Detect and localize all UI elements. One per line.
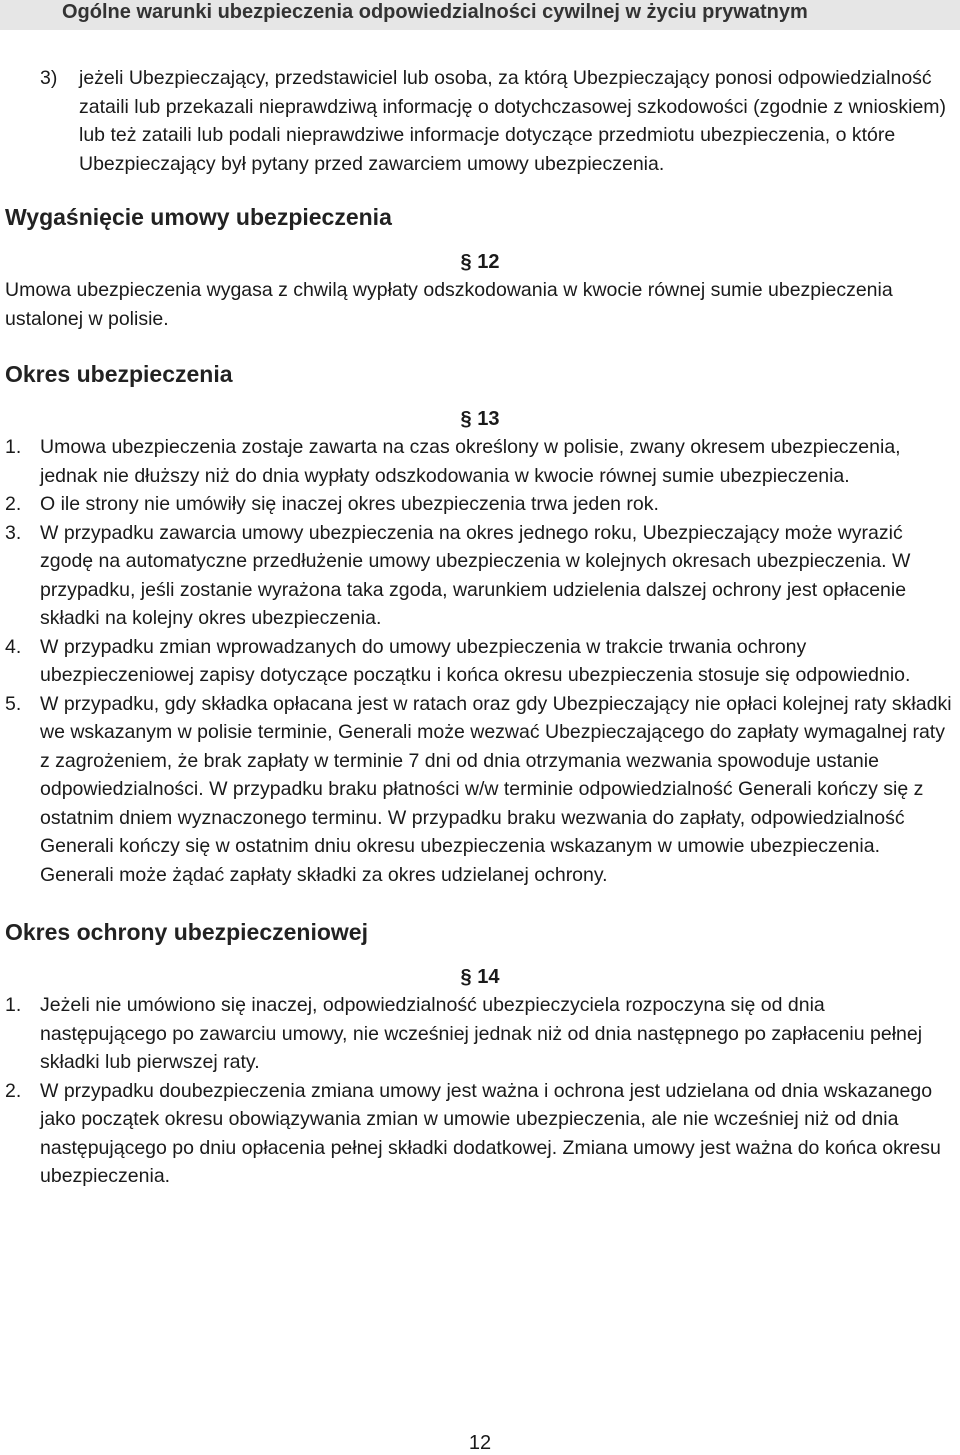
- page-number: 12: [468, 1432, 492, 1454]
- item-number: 5.: [5, 692, 22, 715]
- paragraph-number-14: § 14: [460, 966, 500, 988]
- list-item: [5, 64, 955, 178]
- item-number: 3): [40, 67, 58, 89]
- item-text: W przypadku doubezpieczenia zmiana umowy jest ważna i ochrona jest udzielana od dnia wskazanego jako początek okresu obowiązywania zmian w umowie ubezpieczenia, ale nie wcześniej niż od dnia następującego po dniu opłacenia pełnej składki dodatkowej. Zmiana umowy jest ważna do końca okresu ubezpieczenia.: [40, 1079, 941, 1187]
- paragraph-number-13: § 13: [460, 408, 500, 430]
- item-text: O ile strony nie umówiły się inaczej okres ubezpieczenia trwa jeden rok.: [40, 493, 659, 515]
- item-text: W przypadku zawarcia umowy ubezpieczenia na okres jednego roku, Ubezpieczający może wyrazić zgodę na automatyczne przedłużenie umowy ubezpieczenia w kolejnych okresach ubezpieczenia. W przypadku, jeśli zostanie wyrażona taka zgoda, warunkiem udzielenia dalszej ochrony jest opłacenie składki na kolejny okres ubezpieczenia.: [40, 521, 911, 629]
- paragraph-number-12: § 12: [460, 251, 500, 273]
- list-item: [5, 519, 955, 633]
- item-text: W przypadku zmian wprowadzanych do umowy ubezpieczenia w trakcie trwania ochrony ubezpieczeniowej zapisy dotyczące początku i końca okresu ubezpieczenia stosuje się odpowiednio.: [40, 635, 911, 686]
- item-text: Umowa ubezpieczenia zostaje zawarta na czas określony w polisie, zwany okresem ubezpieczenia, jednak nie dłuższy niż do dnia wypłaty odszkodowania w kwocie równej sumie ubezpieczenia.: [40, 436, 901, 487]
- list-item: [5, 1077, 955, 1191]
- list-item: [5, 991, 955, 1077]
- item-number: 4.: [5, 635, 22, 658]
- page-header: [0, 0, 960, 30]
- item-text: W przypadku, gdy składka opłacana jest w ratach oraz gdy Ubezpieczający nie opłaci kolejnej raty składki we wskazanym w polisie terminie, Generali może wezwać Ubezpieczającego do zapłaty wymagalnej raty z zagrożeniem, że brak zapłaty w terminie 7 dni od dnia otrzymania wezwania spowoduje ustanie odpowiedzialności. W przypadku braku płatności w/w terminie odpowiedzialność Generali kończy się z ostatnim dniem wyznaczonego terminu. W przypadku braku wezwania do zapłaty, odpowiedzialność Generali kończy się w ostatnim dniu okresu ubezpieczenia wskazanym w umowie ubezpieczenia. Generali może żądać zapłaty składki za okres udzielanej ochrony.: [40, 692, 952, 886]
- section-title-okres-ubezpieczenia: Okres ubezpieczenia: [5, 361, 233, 387]
- item-number: 1.: [5, 436, 22, 458]
- item-number: 3.: [5, 521, 22, 544]
- list-item: [5, 490, 955, 519]
- item-number: 1.: [5, 994, 22, 1016]
- item-text: Jeżeli nie umówiono się inaczej, odpowiedzialność ubezpieczyciela rozpoczyna się od dnia następującego po zawarciu umowy, nie wcześniej jednak niż od dnia następnego po zapłaceniu pełnej składki lub pierwszej raty.: [40, 994, 923, 1073]
- section-title-wygasniecie: Wygaśnięcie umowy ubezpieczenia: [5, 204, 392, 230]
- list-item: [5, 633, 955, 690]
- list-item: [5, 690, 955, 890]
- section-text: Umowa ubezpieczenia wygasa z chwilą wypłaty odszkodowania w kwocie równej sumie ubezpieczenia ustalonej w polisie.: [5, 279, 893, 330]
- item-text: jeżeli Ubezpieczający, przedstawiciel lub osoba, za którą Ubezpieczający ponosi odpowiedzialność zataili lub przekazali nieprawdziwą informację o dotychczasowej szkodowości (zgodnie z wnioskiem) lub też zataili lub podali nieprawdziwe informacje dotyczące przedmiotu ubezpieczenia, o które Ubezpieczający był pytany przed zawarciem umowy ubezpieczenia.: [79, 67, 947, 175]
- document-body: [5, 64, 955, 1191]
- section-title-okres-ochrony: Okres ochrony ubezpieczeniowej: [5, 919, 368, 945]
- document-title: Ogólne warunki ubezpieczenia odpowiedzialności cywilnej w życiu prywatnym: [62, 1, 808, 23]
- item-number: 2.: [5, 1079, 22, 1102]
- list-item: [5, 433, 955, 490]
- item-number: 2.: [5, 493, 22, 515]
